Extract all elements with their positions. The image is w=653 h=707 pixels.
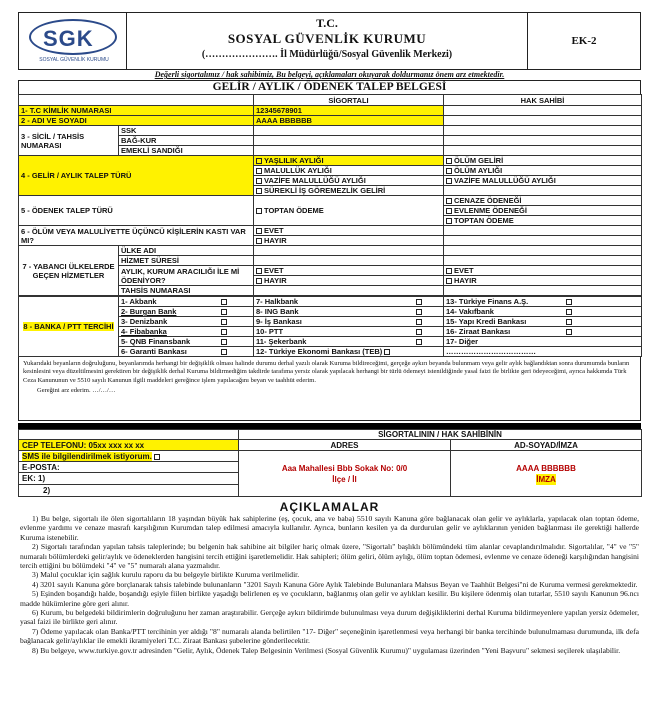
checkbox-icon[interactable] [221, 299, 227, 305]
olum-hayir[interactable]: HAYIR [254, 236, 444, 246]
sure-field[interactable] [254, 256, 444, 266]
checkbox-icon [256, 178, 262, 184]
checkbox-icon[interactable] [566, 319, 572, 325]
olum-evet[interactable]: EVET [254, 226, 444, 236]
declaration-text: Yukarıdaki beyanların doğruluğunu, beyanlarımda herhangi bir değişiklik olması halinde durumu derhal yazılı olarak Kuruma bildireceğimi, gerçeğe aykırı beyanda bulunmam veya gelir aylık bağlandıktan sonra durumumda bunların kesinlesini veya düzeltilmesini gerektiren bir değişiklik derhal Kuruma bildirmediğim takdirde tarafıma yersiz olarak yapılacak herhangi bir türlü ödemeyi istenildiğinde yasal faizi ile birlikte geri ödeyeceğimi, ayrıca hakkımda Türk Ceza Kanununun ve 5510 sayılı Kanunun ilgili maddeleri gereğince işlem yapılacağını beyan ve taahhüt ederim. Gereğini arz ederim. …/…/… [18, 357, 641, 421]
bank-option[interactable]: 3- Denizbank [119, 317, 254, 327]
sicil-emekli-field[interactable] [254, 146, 444, 156]
yabanci-ulke: ÜLKE ADI [119, 246, 254, 256]
odenek-hak-option[interactable]: EVLENME ÖDENEĞİ [444, 206, 642, 216]
sicil-bagkur-field[interactable] [254, 136, 444, 146]
checkbox-icon [446, 218, 452, 224]
note-item: 1) Bu belge, sigortalı ile ölen sigortalıların 18 yaşından büyük hak sahiplerine (eş, çocuk, ana ve baba) 5510 sayılı Kanuna göre bağlanacak olan gelir ve aylıklarla, yapılacak olan toptan ödeme, evlenme yardımı ve cenaze masrafı karşılığının Kurumdan talep edilmesi amacıyla kullanılır. Ayrıca, bunların kesilen ya da durdurulan gelir ve aylıklarının yeniden bağlanması ile gerektiği hallerde Kuruma istenebilir. [20, 514, 639, 542]
contact-section-title: SİGORTALININ / HAK SAHİBİNİN [239, 430, 642, 440]
sicil-bagkur-hak-field[interactable] [444, 136, 642, 146]
yabanci-aylik: AYLIK, KURUM ARACILIĞI İLE Mİ ÖDENİYOR? [119, 266, 254, 286]
sicil-emekli: EMEKLİ SANDIĞI [119, 146, 254, 156]
bank-option[interactable]: 8- ING Bank [254, 307, 444, 317]
checkbox-icon [256, 158, 262, 164]
checkbox-icon [154, 454, 160, 460]
bank-option[interactable]: 5- QNB Finansbank [119, 337, 254, 347]
checkbox-icon[interactable] [221, 339, 227, 345]
note-item: 6) Kurum, bu belgedeki bildirimlerin doğruluğunu her zaman araştırabilir. Gerçeğe aykırı bildirimde bulunulması veya durum değişikliklerini derhal Kuruma bildirmeyenlere yapılan yersiz ödemeler, yasal faizi ile birlikte geri alınır. [20, 608, 639, 627]
form-header [18, 12, 641, 70]
checkbox-icon[interactable] [416, 299, 422, 305]
bank-option[interactable]: 16- Ziraat Bankası [444, 327, 642, 337]
ek1-field[interactable]: EK: 1) [19, 473, 239, 485]
tc-hak-field[interactable] [444, 106, 642, 116]
checkbox-icon[interactable] [221, 309, 227, 315]
bank-option[interactable]: 9- İş Bankası [254, 317, 444, 327]
checkbox-icon[interactable] [384, 349, 390, 355]
sicil-label: 3 - SİCİL / TAHSİS NUMARASI [19, 126, 119, 156]
checkbox-icon [256, 168, 262, 174]
sicil-bagkur: BAĞ-KUR [119, 136, 254, 146]
checkbox-icon[interactable] [416, 329, 422, 335]
gelir-option[interactable]: MALULLÜK AYLIĞI [254, 166, 444, 176]
sicil-ssk: SSK [119, 126, 254, 136]
email-field[interactable]: E-POSTA: [19, 462, 239, 473]
checkbox-icon [446, 168, 452, 174]
col-sigortali: SİGORTALI [254, 95, 444, 106]
tc-label: 1- T.C KİMLİK NUMARASI [19, 106, 254, 116]
checkbox-icon [446, 208, 452, 214]
phone-field[interactable]: CEP TELEFONU: 05xx xxx xx xx [19, 440, 239, 451]
note-item: 3) Malul çocuklar için sağlık kurulu raporu da bu belgeyle birlikte Kuruma verilmelidir. [32, 570, 300, 580]
bank-option[interactable]: 4- Fibabanka [119, 327, 254, 337]
checkbox-icon [446, 158, 452, 164]
checkbox-icon [446, 178, 452, 184]
form-page [18, 12, 641, 655]
note-item: 7) Ödeme yapılacak olan Banka/PTT tercihinin yer aldığı "8" numaralı alanda belirtilen "17- Diğer" seçeneğinin işaretlenmesi veya herhangi bir banka tercihinde bulunulmaması durumunda, ilk defa bağlanacak gelir/aylıklar ile emekli ikramiyeleri T.C. Ziraat Bankası şubelerine gönderilecektir. [20, 626, 639, 646]
sicil-emekli-hak-field[interactable] [444, 146, 642, 156]
tc-value-field[interactable]: 12345678901 [254, 106, 444, 116]
col-hak-sahibi: HAK SAHİBİ [444, 95, 642, 106]
odenek-option[interactable]: TOPTAN ÖDEME [254, 196, 444, 226]
sure-hak-field[interactable] [444, 256, 642, 266]
checkbox-icon[interactable] [221, 329, 227, 335]
warning-note: Değerli sigortalımız / hak sahibimiz, Bu belgeyi, açıklamaları okuyarak doldurmanız önem arz etmektedir. [154, 70, 505, 79]
checkbox-icon[interactable] [416, 319, 422, 325]
institution-title: T.C. SOSYAL GÜVENLİK KURUMU (…………………. İl Müdürlüğü/Sosyal Güvenlik Merkezi) [201, 16, 453, 60]
note-item: 2) Sigortalı tarafından yapılan tahsis taleplerinde; bu belgenin hak sahibine ait bilgiler hariç olmak üzere, "Sigortalı" başlıklı bölümündeki tüm alanlar cevaplandırılmalıdır. Sigortalılar, "4" ve "5" numaralı bölümlerdeki gelir/aylık ve ödeneklerden hangisini tercih ettiğini işaretlemelidir. Hak sahipleri; ölüm geliri, ölüm aylığı, ölüm toptan ödemesi, evlenme ve cenaze ödeneği karşılığından hangisini tercih ettiğini bu bölümdeki "4" ve "5" numaralı alana yazmalıdır. [20, 542, 639, 571]
form-code: EK-2 [527, 13, 640, 69]
bank-option[interactable]: 7- Halkbank [254, 297, 444, 307]
checkbox-icon [256, 208, 262, 214]
gelir-hak-option[interactable]: ÖLÜM GELİRİ [444, 156, 642, 166]
name-value-field[interactable]: AAAA BBBBBB [254, 116, 444, 126]
form-title: GELİR / AYLIK / ÖDENEK TALEP BELGESİ [18, 80, 641, 94]
banka-label: 8 - BANKA / PTT TERCİHİ [19, 297, 119, 357]
checkbox-icon[interactable] [416, 339, 422, 345]
checkbox-icon [256, 188, 262, 194]
sms-option[interactable]: SMS ile bilgilendirilmek istiyorum. [19, 451, 239, 462]
application-table [18, 94, 642, 296]
yabanci-label: 7 - YABANCI ÜLKELERDE GEÇEN HİZMETLER [19, 246, 119, 296]
aylik-hak-evet[interactable]: EVET [444, 266, 642, 276]
sicil-ssk-field[interactable] [254, 126, 444, 136]
checkbox-icon [256, 268, 262, 274]
sgk-logo: SGK SOSYAL GÜVENLİK KURUMU [19, 13, 127, 69]
gelir-hak-option[interactable]: VAZİFE MALULLÜĞÜ AYLIĞI [444, 176, 642, 186]
checkbox-icon[interactable] [221, 349, 227, 355]
yabanci-tahsis: TAHSİS NUMARASI [119, 286, 254, 296]
bank-option[interactable]: 12- Türkiye Ekonomi Bankası (TEB) [254, 347, 444, 357]
checkbox-icon [446, 268, 452, 274]
aylik-evet[interactable]: EVET [254, 266, 444, 276]
name-label: 2 - ADI VE SOYADI [19, 116, 254, 126]
bank-option[interactable]: ……………………………… [444, 347, 642, 357]
tahsis-hak-field[interactable] [444, 286, 642, 296]
tahsis-field[interactable] [254, 286, 444, 296]
empty-cell [444, 236, 642, 246]
note-item: 5) Eşinden boşandığı halde, boşandığı eşiyle fiilen birlikte yaşadığı belirlenen eş ve çocukların, bağlanmış olan gelir ve aylıkları kesilir. Bu kişilere ödenmiş olan tutarlar, 5510 sayılı Kanunun 96.ncı madde hükümlerine göre geri alınır. [20, 589, 639, 608]
imza-head: AD-SOYAD/İMZA [451, 440, 642, 451]
ulke-hak-field[interactable] [444, 246, 642, 256]
odenek-label: 5 - ÖDENEK TALEP TÜRÜ [19, 196, 254, 226]
bank-option[interactable]: 17- Diğer [444, 337, 642, 347]
bank-option[interactable]: 13- Türkiye Finans A.Ş. [444, 297, 642, 307]
checkbox-icon[interactable] [566, 309, 572, 315]
checkbox-icon [446, 278, 452, 284]
bank-option[interactable]: 6- Garanti Bankası [119, 347, 254, 357]
checkbox-icon[interactable] [221, 319, 227, 325]
gelir-option[interactable]: VAZİFE MALULLÜĞÜ AYLIĞI [254, 176, 444, 186]
olum-label: 6 - ÖLÜM VEYA MALULİYETTE ÜÇÜNCÜ KİŞİLERİN KASTI VAR MI? [19, 226, 254, 246]
bank-option[interactable]: 14- Vakıfbank [444, 307, 642, 317]
bank-option[interactable]: 15- Yapı Kredi Bankası [444, 317, 642, 327]
aylik-hak-hayir[interactable]: HAYIR [444, 276, 642, 286]
note-item: 4) 3201 sayılı Kanuna göre borçlanarak tahsis talebinde bulunanların "3201 Sayılı Kanuna Göre Aylık Talebinde Bulunanlara Mahsus Beyan ve Taahhüt Belgesi"ni de Kuruma vermesi gerekmektedir. [32, 579, 638, 589]
adres-head: ADRES [239, 440, 451, 451]
checkbox-icon [256, 238, 262, 244]
gelir-option[interactable]: SÜREKLİ İŞ GÖREMEZLİK GELİRİ [254, 186, 444, 196]
checkbox-icon[interactable] [566, 329, 572, 335]
checkbox-icon[interactable] [566, 299, 572, 305]
gelir-label: 4 - GELİR / AYLIK TALEP TÜRÜ [19, 156, 254, 196]
gelir-hak-option[interactable]: ÖLÜM AYLIĞI [444, 166, 642, 176]
ek2-field[interactable]: 2) [19, 485, 239, 497]
declaration-date: Gereğini arz ederim. …/…/… [37, 386, 116, 394]
bank-option[interactable]: 1- Akbank [119, 297, 254, 307]
checkbox-icon [256, 228, 262, 234]
bank-option[interactable]: 2- Burgan Bank [119, 307, 254, 317]
address-field[interactable]: Aaa Mahallesi Bbb Sokak No: 0/0 İlçe / İl [239, 451, 451, 497]
odenek-hak-option[interactable]: TOPTAN ÖDEME [444, 216, 642, 226]
checkbox-icon [446, 198, 452, 204]
odenek-hak-option[interactable]: CENAZE ÖDENEĞİ [444, 196, 642, 206]
sicil-ssk-hak-field[interactable] [444, 126, 642, 136]
explanation-notes [18, 514, 641, 655]
name-hak-field[interactable] [444, 116, 642, 126]
contact-table [18, 429, 642, 497]
yabanci-sure: HİZMET SÜRESİ [119, 256, 254, 266]
gelir-option[interactable]: YAŞLILIK AYLIĞI [254, 156, 444, 166]
empty-cell [444, 186, 642, 196]
bank-table [18, 296, 642, 357]
checkbox-icon [256, 278, 262, 284]
ulke-field[interactable] [254, 246, 444, 256]
signature-field[interactable]: AAAA BBBBBB İMZA [451, 451, 642, 497]
aylik-hayir[interactable]: HAYIR [254, 276, 444, 286]
aciklamalar-title: AÇIKLAMALAR [279, 500, 380, 514]
empty-cell [444, 226, 642, 236]
note-item: 8) Bu belgeye, www.turkiye.gov.tr adresinden "Gelir, Aylık, Ödenek Talep Belgesinin Verilmesi (Sosyal Güvenlik Kurumu)" uygulaması üzerinden "Yeni Başvuru" sekmesi seçilerek ulaşılabilir. [32, 645, 621, 655]
bank-option[interactable]: 10- PTT [254, 327, 444, 337]
checkbox-icon[interactable] [416, 309, 422, 315]
bank-option[interactable]: 11- Şekerbank [254, 337, 444, 347]
